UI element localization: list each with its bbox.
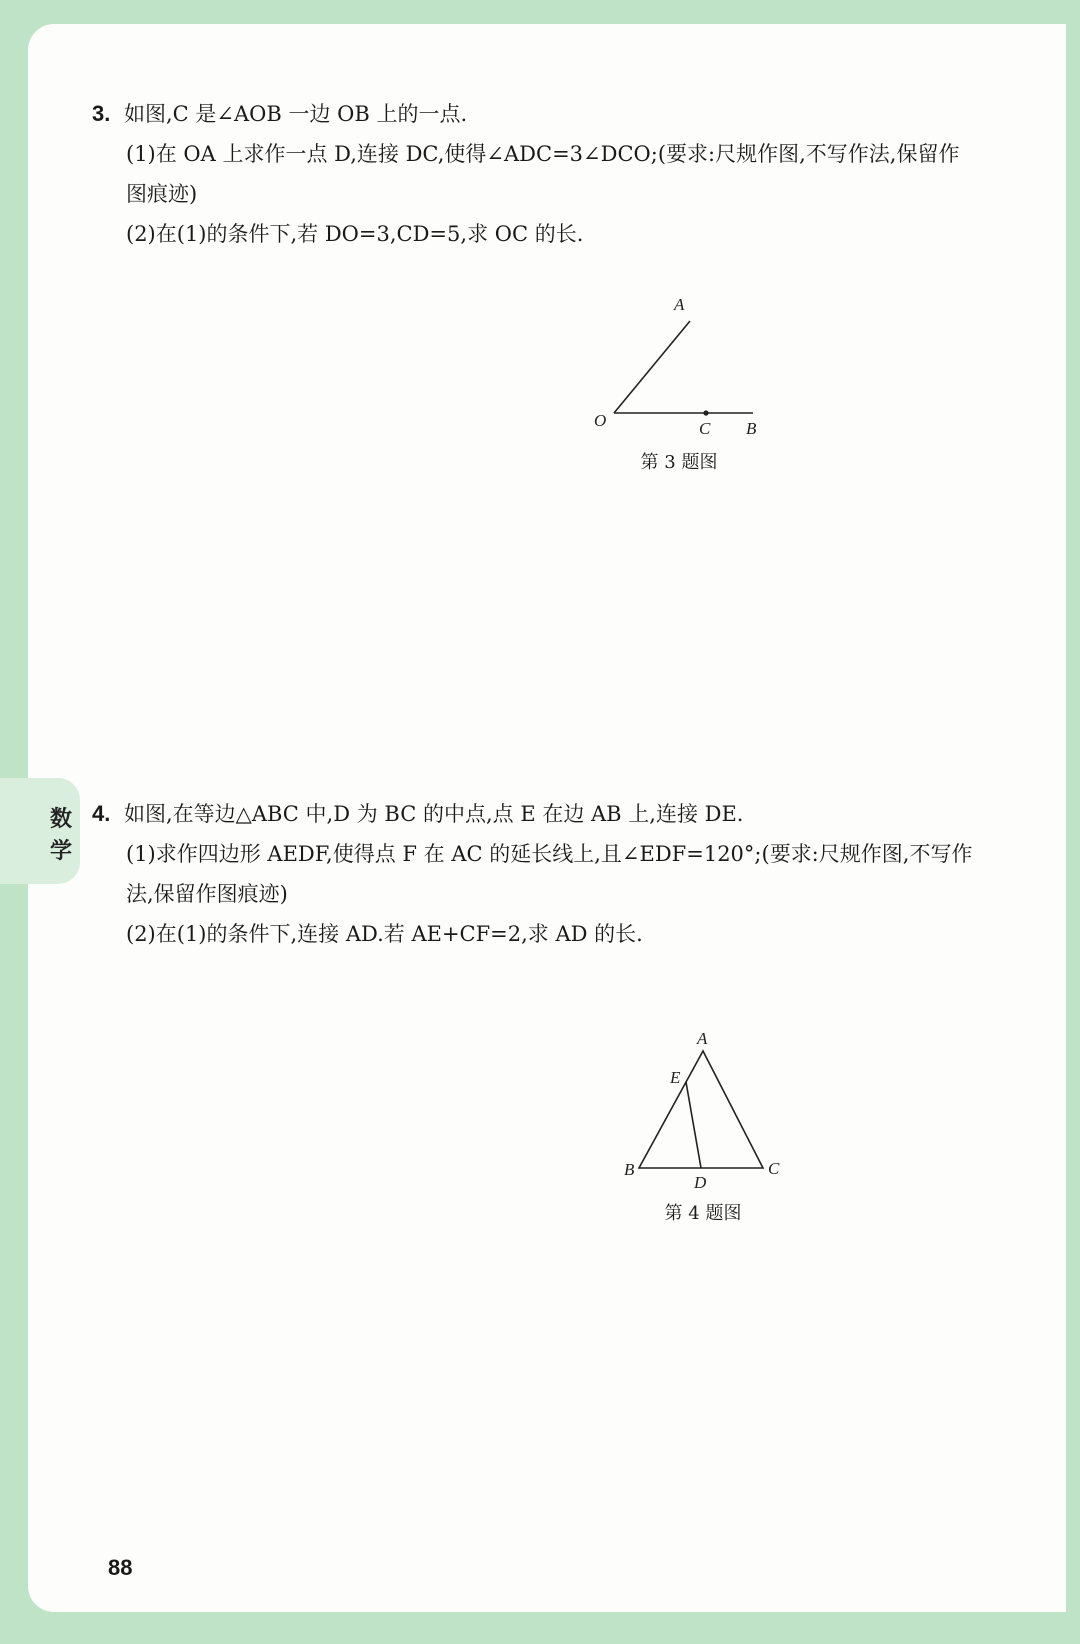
q3-label-B: B <box>746 419 757 438</box>
q3-part2: (2)在(1)的条件下,若 DO=3,CD=5,求 OC 的长. <box>126 222 584 246</box>
q3-label-O: O <box>594 411 607 430</box>
q3-part1-line1: (1)在 OA 上求作一点 D,连接 DC,使得∠ADC=3∠DCO;(要求:尺规作图,不写作法,保留作 <box>126 142 960 166</box>
q4-label-D: D <box>694 1173 707 1192</box>
subject-label-char2: 学 <box>49 839 72 864</box>
q4-stem-line <box>92 794 972 834</box>
q4-number: 4. <box>92 801 111 826</box>
q4-label-A: A <box>697 1029 708 1048</box>
q3-ray-OA <box>614 321 690 413</box>
q3-label-C: C <box>699 419 711 438</box>
q4-part1-line1: (1)求作四边形 AEDF,使得点 F 在 AC 的延长线上,且∠EDF=120°;(要求:尺规作图,不写作 <box>126 842 973 866</box>
question-3 <box>92 94 959 254</box>
q4-part2: (2)在(1)的条件下,连接 AD.若 AE+CF=2,求 AD 的长. <box>126 922 643 946</box>
q3-point-C <box>703 410 708 415</box>
q4-label-B: B <box>624 1160 635 1179</box>
subject-label-char1: 数 <box>49 807 72 832</box>
q3-number: 3. <box>92 101 111 126</box>
question-4 <box>92 794 972 954</box>
q4-figure-caption: 第 4 题图 <box>664 1203 742 1224</box>
q4-part1-line2: 法,保留作图痕迹) <box>126 882 288 906</box>
q4-segment-DE <box>686 1082 701 1168</box>
q3-stem-line <box>92 94 959 134</box>
q4-label-C: C <box>768 1159 780 1178</box>
q3-figure <box>580 290 760 440</box>
page-number: 88 <box>108 1555 133 1580</box>
q3-figure-caption: 第 3 题图 <box>640 452 718 473</box>
q4-triangle-ABC <box>639 1051 763 1168</box>
q4-label-E: E <box>670 1068 681 1087</box>
q3-stem: 如图,C 是∠AOB 一边 OB 上的一点. <box>124 102 468 126</box>
q3-part1-line2: 图痕迹) <box>126 182 198 206</box>
q4-stem: 如图,在等边△ABC 中,D 为 BC 的中点,点 E 在边 AB 上,连接 DE. <box>124 802 744 826</box>
q3-label-A: A <box>674 295 685 314</box>
q4-figure <box>615 1025 795 1195</box>
